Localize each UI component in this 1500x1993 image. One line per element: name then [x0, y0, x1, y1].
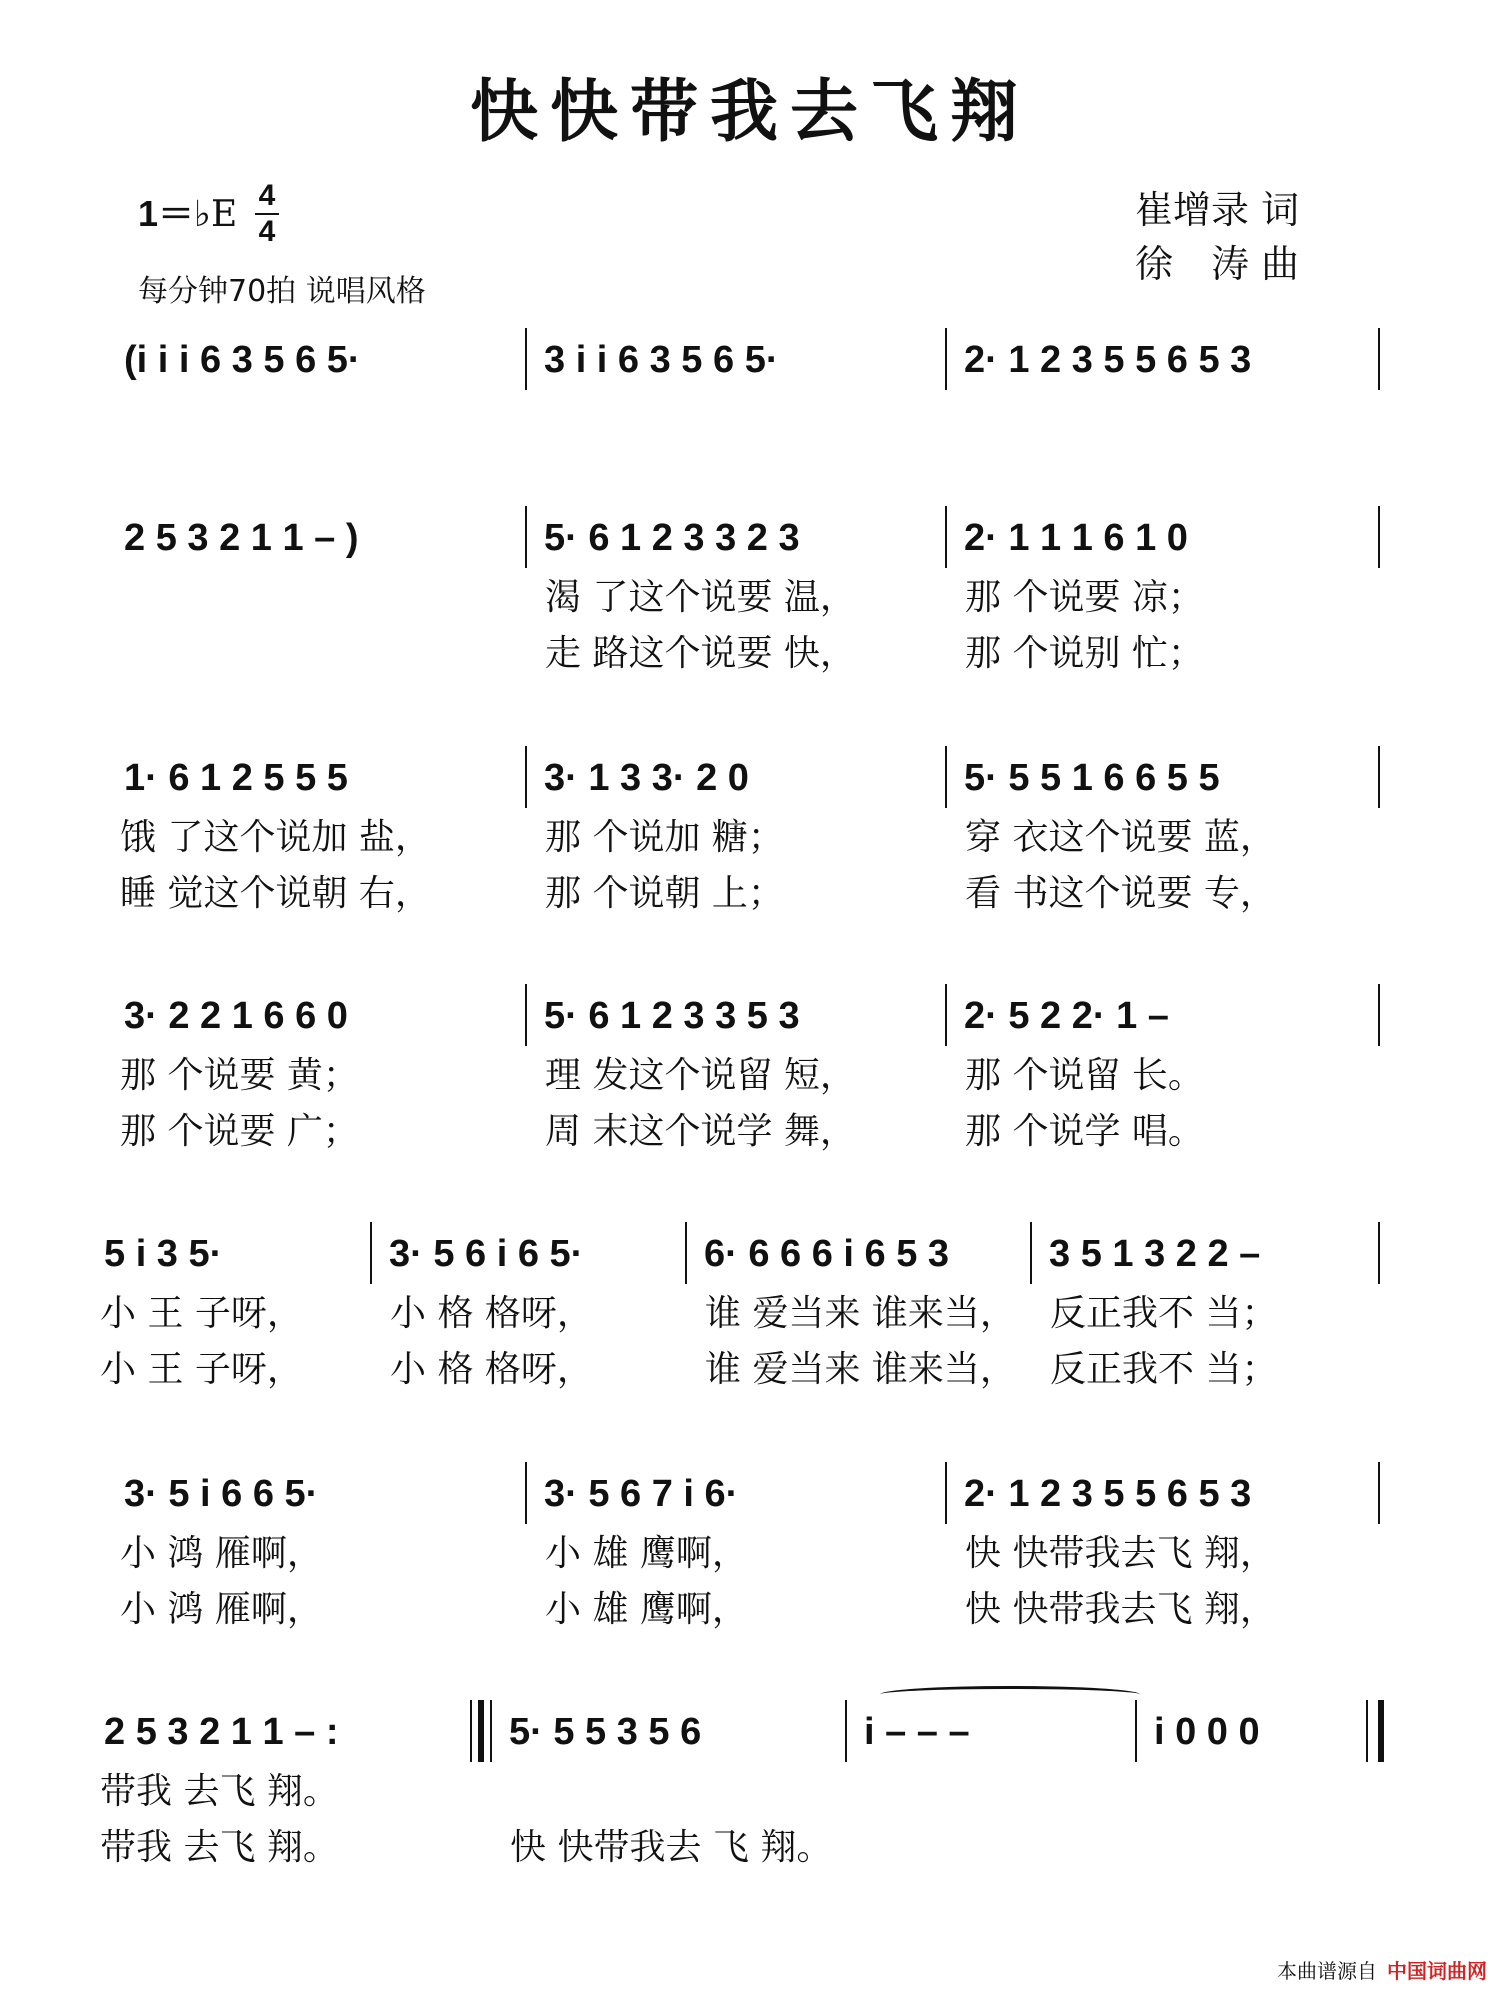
key-prefix: 1＝: [138, 193, 195, 234]
lyric-segment: 那 个说要 凉；: [965, 577, 1204, 618]
barline: [945, 1462, 947, 1524]
measure-notes: 5 i 3 5·: [104, 1233, 223, 1275]
barline: [1030, 1222, 1032, 1284]
measure-notes: 3· 5 i 6 6 5·: [124, 1473, 319, 1515]
measure: [120, 320, 365, 400]
composer-credit: 徐 涛 曲: [1135, 242, 1300, 286]
lyric-segment: 理 发这个说留 短，: [545, 1055, 856, 1096]
time-signature: [255, 180, 279, 248]
barline: [1378, 746, 1380, 808]
footer-site: 中国词曲网: [1387, 1959, 1487, 1983]
measure-notes: 2 5 3 2 1 1 – :: [104, 1711, 339, 1753]
key-note: ♭E: [194, 194, 238, 235]
barline: [490, 1700, 492, 1762]
lyric-segment: 小 鸿 雁啊，: [120, 1589, 323, 1630]
source-footer: [1277, 1955, 1487, 1984]
measure: [120, 738, 352, 818]
measure: [540, 738, 753, 818]
measure-notes: 5· 5 5 3 5 6: [509, 1711, 702, 1753]
measure: [540, 498, 804, 578]
lyric-segment: 谁 爱当来 谁来当，: [705, 1349, 1016, 1390]
notation-line: [0, 1214, 1500, 1294]
barline: [945, 746, 947, 808]
measure: [385, 1214, 587, 1294]
measure-notes: 2· 1 2 3 5 5 6 5 3: [964, 1473, 1252, 1515]
measure-notes: 3· 5 6 7 i 6·: [544, 1473, 739, 1515]
measure: [1150, 1692, 1264, 1772]
notation-line: [0, 976, 1500, 1056]
measure-notes: 5· 6 1 2 3 3 2 3: [544, 517, 800, 559]
barline: [1378, 328, 1380, 390]
measure-notes: 2· 5 2 2· 1 –: [964, 995, 1169, 1037]
measure: [860, 1692, 974, 1772]
lyric-segment: 周 末这个说学 舞，: [545, 1111, 856, 1152]
measure-notes: 2· 1 2 3 5 5 6 5 3: [964, 339, 1252, 381]
lyric-line: [0, 1104, 1500, 1160]
lyric-line: [0, 1582, 1500, 1638]
measure-notes: i 0 0 0: [1154, 1711, 1260, 1753]
lyric-segment: 小 鸿 雁啊，: [120, 1533, 323, 1574]
lyric-segment: 小 雄 鹰啊，: [545, 1589, 748, 1630]
measure-notes: i – – –: [864, 1711, 970, 1753]
lyric-line: [0, 810, 1500, 866]
lyric-segment: 那 个说加 糖；: [545, 817, 784, 858]
measure: [960, 976, 1173, 1056]
measure-notes: 5· 6 1 2 3 3 5 3: [544, 995, 800, 1037]
measure-notes: 3· 2 2 1 6 6 0: [124, 995, 348, 1037]
barline: [685, 1222, 687, 1284]
measure: [540, 320, 782, 400]
barline: [525, 506, 527, 568]
lyric-segment: 那 个说学 唱。: [965, 1111, 1204, 1152]
notation-line: [0, 498, 1500, 578]
notation-line: [0, 1454, 1500, 1534]
lyric-segment: 带我 去飞 翔。: [100, 1771, 339, 1812]
barline: [525, 984, 527, 1046]
barline: [945, 506, 947, 568]
final-barline: [1378, 1700, 1384, 1762]
lyric-segment: 那 个说要 广；: [120, 1111, 359, 1152]
barline: [1366, 1700, 1368, 1762]
lyric-line: [0, 1048, 1500, 1104]
notation-line: [0, 1692, 1500, 1772]
lyric-segment: 饿 了这个说加 盐，: [120, 817, 431, 858]
lyric-segment: 小 雄 鹰啊，: [545, 1533, 748, 1574]
measure-notes: 2· 1 1 1 6 1 0: [964, 517, 1188, 559]
measure: [700, 1214, 953, 1294]
lyric-segment: 快 快带我去 飞 翔。: [510, 1827, 833, 1868]
lyric-line: [0, 866, 1500, 922]
lyric-line: [0, 1820, 1500, 1876]
credits: [1135, 183, 1299, 291]
measure: [100, 1692, 343, 1772]
measure-notes: 6· 6 6 6 i 6 5 3: [704, 1233, 950, 1275]
lyric-line: [0, 1764, 1500, 1820]
measure-notes: 3 5 1 3 2 2 –: [1049, 1233, 1261, 1275]
lyric-segment: 渴 了这个说要 温，: [545, 577, 856, 618]
lyric-segment: 睡 觉这个说朝 右，: [120, 873, 431, 914]
barline: [1135, 1700, 1137, 1762]
notation-line: [0, 738, 1500, 818]
measure: [960, 320, 1255, 400]
lyric-line: [0, 1526, 1500, 1582]
lyric-segment: 小 王 子呀，: [100, 1293, 303, 1334]
measure-notes: 5· 5 5 1 6 6 5 5: [964, 757, 1220, 799]
measure: [1045, 1214, 1264, 1294]
footer-source: 本曲谱源自: [1277, 1959, 1377, 1983]
time-bottom: 4: [258, 215, 276, 248]
lyricist-credit: 崔增录 词: [1135, 188, 1300, 232]
barline: [1378, 1222, 1380, 1284]
key-signature: [138, 186, 237, 237]
barline: [370, 1222, 372, 1284]
measure-notes: 1· 6 1 2 5 5 5: [124, 757, 348, 799]
lyric-segment: 那 个说要 黄；: [120, 1055, 359, 1096]
notation-line: [0, 320, 1500, 400]
lyric-segment: 快 快带我去飞 翔，: [965, 1533, 1276, 1574]
lyric-segment: 穿 衣这个说要 蓝，: [965, 817, 1276, 858]
time-top: 4: [258, 179, 276, 212]
lyric-segment: 谁 爱当来 谁来当，: [705, 1293, 1016, 1334]
lyric-segment: 小 王 子呀，: [100, 1349, 303, 1390]
barline: [1378, 984, 1380, 1046]
barline: [945, 984, 947, 1046]
lyric-segment: 那 个说朝 上；: [545, 873, 784, 914]
lyric-segment: 反正我不 当；: [1050, 1293, 1278, 1334]
measure-notes: (i i i 6 3 5 6 5·: [124, 339, 361, 381]
measure-notes: 3· 1 3 3· 2 0: [544, 757, 749, 799]
barline: [525, 1462, 527, 1524]
lyric-segment: 那 个说别 忙；: [965, 633, 1204, 674]
barline: [1378, 1462, 1380, 1524]
measure: [540, 1454, 742, 1534]
barline: [525, 328, 527, 390]
measure-notes: 3 i i 6 3 5 6 5·: [544, 339, 779, 381]
measure: [960, 1454, 1255, 1534]
measure-notes: 3· 5 6 i 6 5·: [389, 1233, 584, 1275]
measure: [120, 976, 352, 1056]
long-tie: [880, 1686, 1140, 1703]
barline: [525, 746, 527, 808]
measure: [540, 976, 804, 1056]
measure: [960, 498, 1192, 578]
lyric-segment: 快 快带我去飞 翔，: [965, 1589, 1276, 1630]
lyric-segment: 带我 去飞 翔。: [100, 1827, 339, 1868]
tempo-marking: 每分钟70拍 说唱风格: [138, 274, 426, 309]
barline: [470, 1700, 472, 1762]
lyric-line: [0, 1286, 1500, 1342]
lyric-line: [0, 1342, 1500, 1398]
barline: [945, 328, 947, 390]
barline: [845, 1700, 847, 1762]
measure: [505, 1692, 705, 1772]
measure-notes: 2 5 3 2 1 1 – ): [124, 517, 359, 559]
measure: [120, 1454, 322, 1534]
lyric-line: [0, 570, 1500, 626]
lyric-segment: 走 路这个说要 快，: [545, 633, 856, 674]
lyric-segment: 小 格 格呀，: [390, 1293, 593, 1334]
measure: [960, 738, 1224, 818]
lyric-segment: 那 个说留 长。: [965, 1055, 1204, 1096]
lyric-segment: 看 书这个说要 专，: [965, 873, 1276, 914]
lyric-line: [0, 626, 1500, 682]
measure: [100, 1214, 226, 1294]
lyric-segment: 小 格 格呀，: [390, 1349, 593, 1390]
measure: [120, 498, 363, 578]
barline: [1378, 506, 1380, 568]
lyric-segment: 反正我不 当；: [1050, 1349, 1278, 1390]
song-title: 快快带我去飞翔: [469, 73, 1030, 152]
repeat-barline: [478, 1700, 484, 1762]
